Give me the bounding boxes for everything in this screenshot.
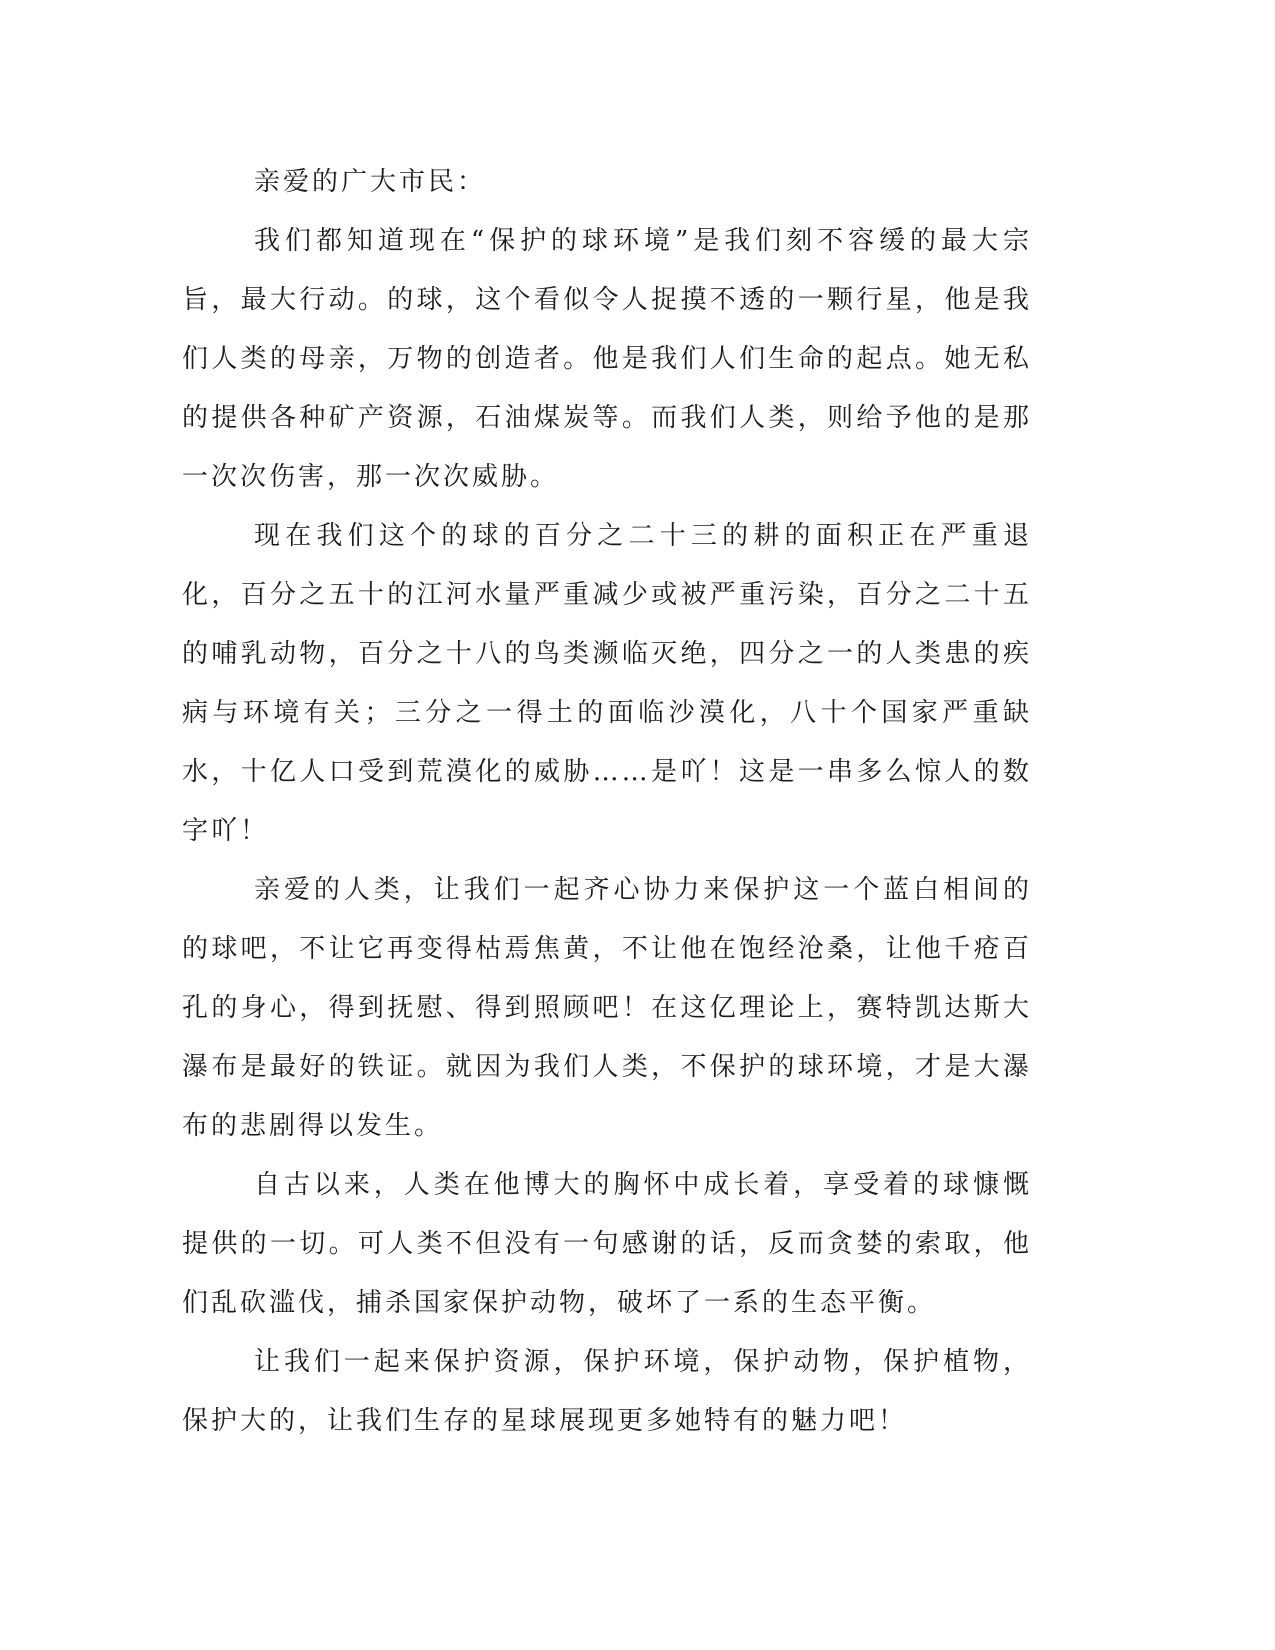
salutation: 亲爱的广大市民： xyxy=(254,167,487,197)
paragraph-3: 亲爱的人类，让我们一起齐心协力来保护这一个蓝白相间的的球吧，不让它再变得枯焉焦黄，不让他在饱经沧桑，让他千疮百孔的身心，得到抚慰、得到照顾吧！在这亿理论上，赛特凯达斯大瀑布是最好的铁证。就因为我们人类，不保护的球环境，才是大瀑布的悲剧得以发生。 xyxy=(182,875,1032,1141)
paragraph-2: 现在我们这个的球的百分之二十三的耕的面积正在严重退化，百分之五十的江河水量严重减少或被严重污染，百分之二十五的哺乳动物，百分之十八的鸟类濒临灭绝，四分之一的人类患的疾病与环境有关；三分之一得土的面临沙漠化，八十个国家严重缺水，十亿人口受到荒漠化的威胁……是吖！这是一串多么惊人的数字吖！ xyxy=(182,521,1032,846)
paragraph-4: 自古以来，人类在他博大的胸怀中成长着，享受着的球慷慨提供的一切。可人类不但没有一句感谢的话，反而贪婪的索取，他们乱砍滥伐，捕杀国家保护动物，破坏了一系的生态平衡。 xyxy=(182,1170,1032,1318)
paragraph-5: 让我们一起来保护资源，保护环境，保护动物，保护植物，保护大的，让我们生存的星球展现更多她特有的魅力吧！ xyxy=(182,1347,1032,1436)
paragraph-1: 我们都知道现在“保护的球环境”是我们刻不容缓的最大宗旨，最大行动。的球，这个看似令人捉摸不透的一颗行星，他是我们人类的母亲，万物的创造者。他是我们人们生命的起点。她无私的提供各种矿产资源，石油煤炭等。而我们人类，则给予他的是那一次次伤害，那一次次威胁。 xyxy=(182,226,1032,492)
document-body xyxy=(182,153,1032,1451)
